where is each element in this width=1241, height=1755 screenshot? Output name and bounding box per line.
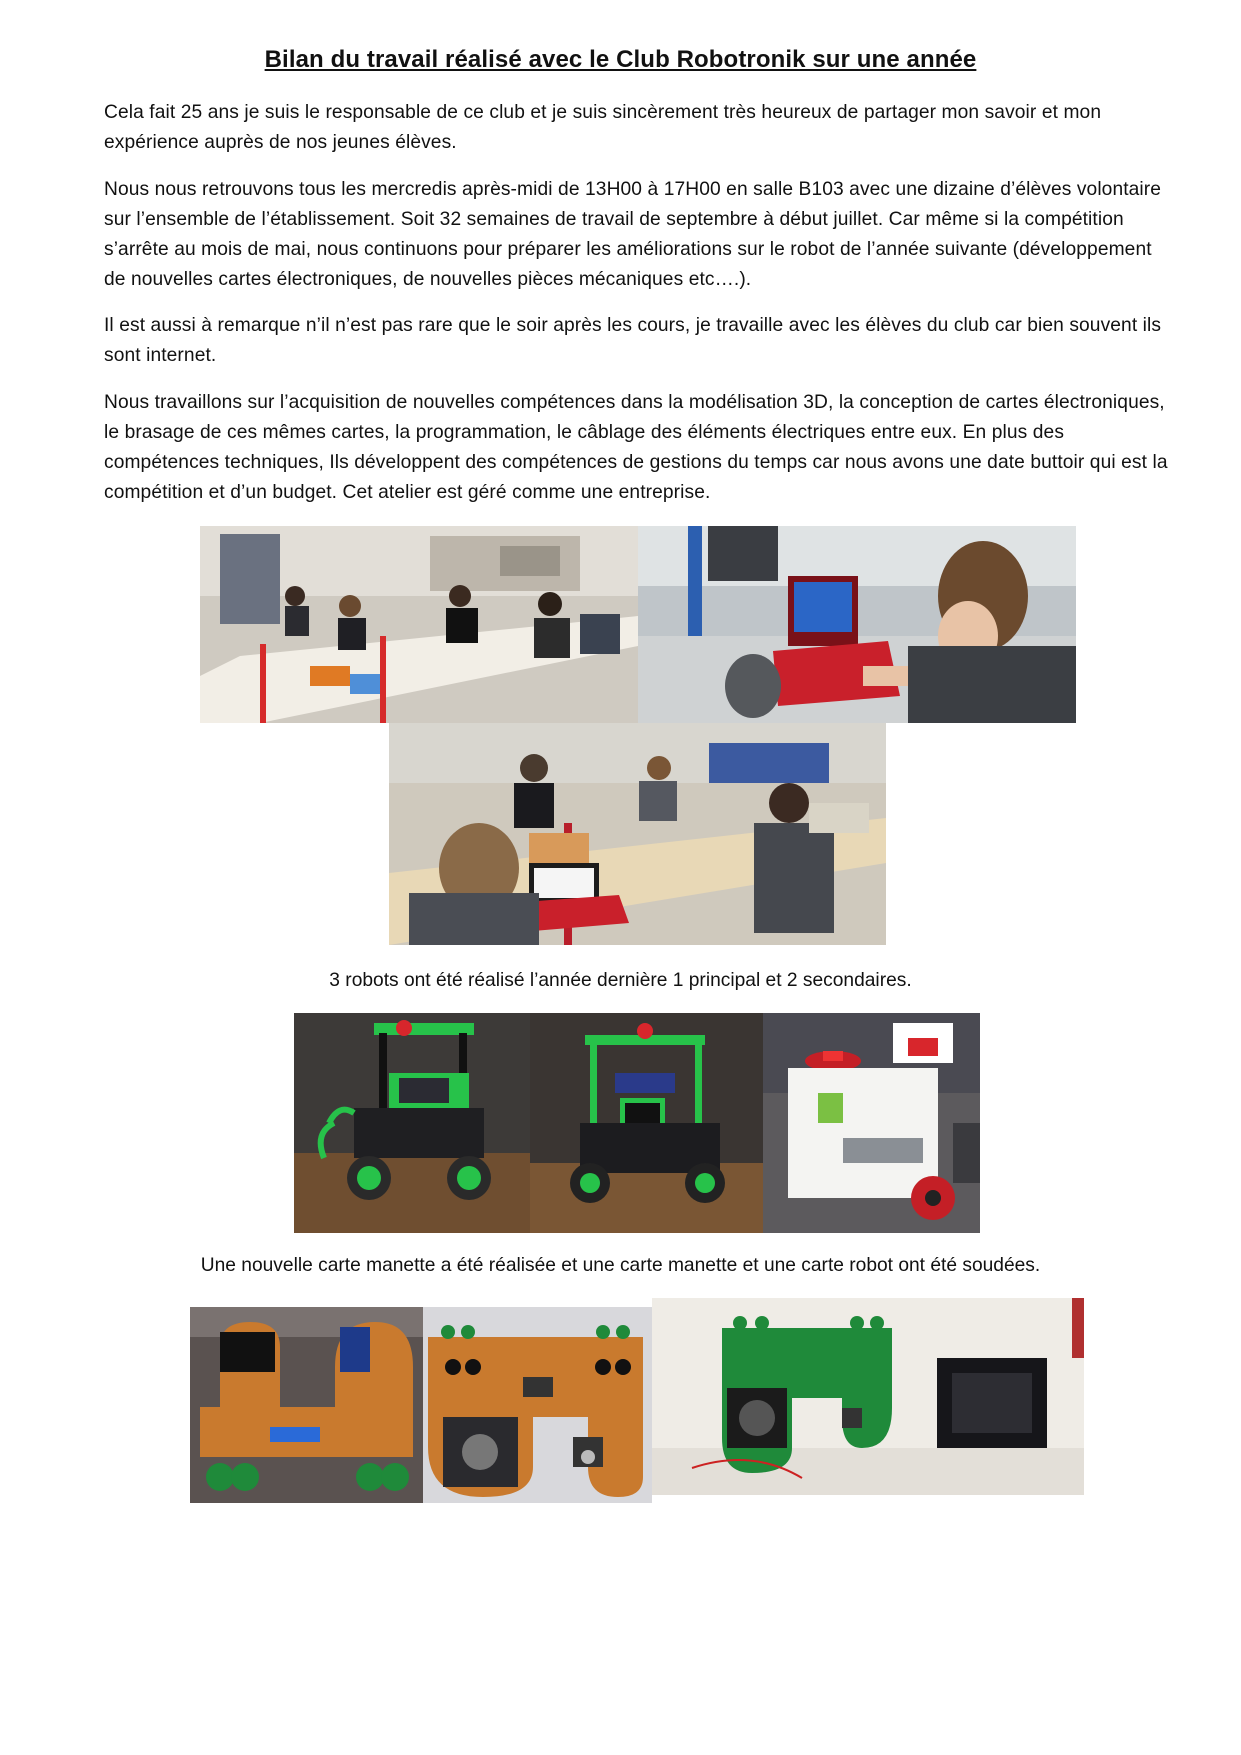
paragraph-evenings: Il est aussi à remarque n’il n’est pas rare que le soir après les cours, je travaille avec les élèves du club car bien souvent ils sont internet. bbox=[104, 315, 1162, 366]
photo-student-laptop bbox=[638, 526, 1076, 723]
photo-robot-main bbox=[294, 1013, 530, 1233]
photo-pcb-controller-front bbox=[423, 1307, 652, 1503]
document-title: Bilan du travail réalisé avec le Club Robotronik sur une année bbox=[264, 46, 977, 73]
caption-robots: 3 robots ont été réalisé l’année dernière 1 principal et 2 secondaires. bbox=[329, 970, 912, 991]
photo-pcb-green-boards bbox=[652, 1298, 1084, 1495]
paragraph-schedule: Nous nous retrouvons tous les mercredis après-midi de 13H00 à 17H00 en salle B103 avec une dizaine d’élèves volontaire sur l’ensemble de l’établissement. Soit 32 semaines de travail de septembre à début juillet. Car même si la compétition s’arrête au mois de mai, nous continuons pour préparer les améliorations sur le robot de l’année suivante (développement de nouvelles cartes électroniques, de nouvelles pièces mécaniques etc….). bbox=[104, 179, 1162, 290]
photo-students-working bbox=[389, 723, 886, 945]
photo-pcb-controller-back bbox=[190, 1307, 423, 1503]
caption-cards: Une nouvelle carte manette a été réalisée et une carte manette et une carte robot ont été soudées. bbox=[200, 1255, 1041, 1276]
photo-robot-secondary bbox=[763, 1013, 980, 1233]
photo-robot-front bbox=[530, 1013, 763, 1233]
paragraph-skills: Nous travaillons sur l’acquisition de nouvelles compétences dans la modélisation 3D, la conception de cartes électroniques, le brasage de ces mêmes cartes, la programmation, le câblage des éléments électriques entre eux. En plus des compétences techniques, Ils développent des compétences de gestions du temps car nous avons une date buttoir qui est la compétition et d’un budget. Cet atelier est géré comme une entreprise. bbox=[104, 392, 1168, 503]
paragraph-intro: Cela fait 25 ans je suis le responsable de ce club et je suis sincèrement très heureux de partager mon savoir et mon expérience auprès de nos jeunes élèves. bbox=[104, 102, 1102, 153]
photo-classroom-wide bbox=[200, 526, 638, 723]
